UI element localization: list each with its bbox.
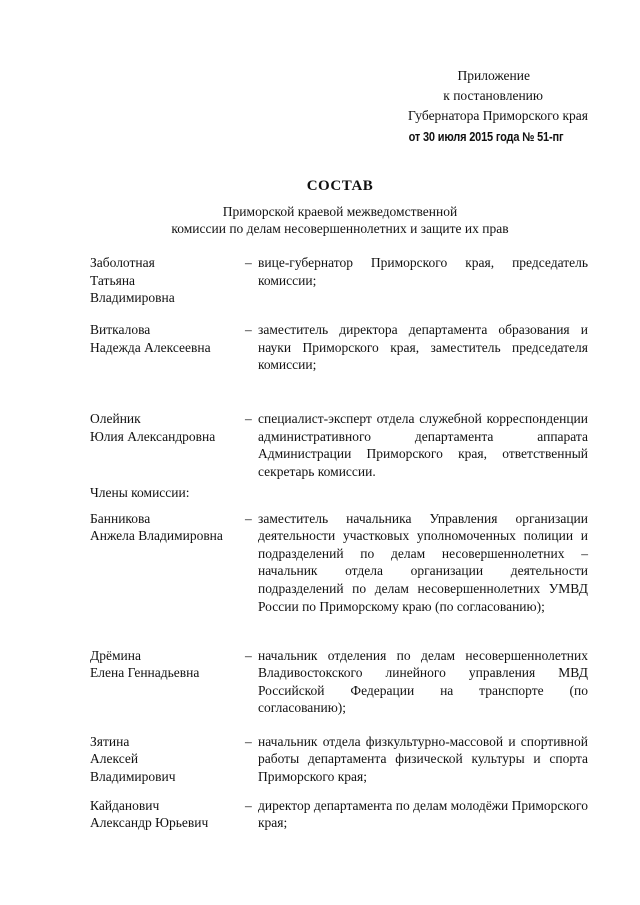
person-name: Кайданович Александр Юрьевич [90,797,209,831]
roster-entry [90,321,588,399]
person-role: начальник отделения по делам несовершеннолетних Владивостокского линейного управления МВД Российской Федерации на транспорте (по согласованию); [258,647,588,716]
roster-entry [90,647,588,719]
person-role: начальник отдела физкультурно-массовой и спортивной работы департамента физической культуры и спорта Приморского края; [258,733,588,784]
decree-date-stamp: от 30 июля 2015 года № 51-пг [408,130,564,144]
roster-entry [90,254,588,305]
appendix-line-2: Губернатора Приморского края [408,108,588,123]
commission-roster [90,254,588,833]
subtitle-line-1: Приморской краевой межведомственной [222,204,458,219]
document-subtitle [0,203,640,237]
person-name: Дрёмина Елена Геннадьевна [90,647,200,681]
person-name: Виткалова Надежда Алексеевна [90,322,211,355]
person-name: Олейник Юлия Александровна [90,411,216,444]
person-role: заместитель начальника Управления организации деятельности участковых уполномоченных полиции и подразделений по делам несовершеннолетних – начальник отдела организации деятельности подразделений по делам несовершеннолетних УМВД России по Приморскому краю (по согласованию); [258,510,588,614]
dash-separator: – [245,733,252,749]
roster-entry [90,797,588,833]
person-role: специалист-эксперт отдела служебной корреспонденции административного департамента аппарата Администрации Приморского края, ответственный секретарь комиссии. [258,411,588,479]
appendix-line-1: к постановлению [443,88,543,103]
person-role: заместитель директора департамента образования и науки Приморского края, заместитель председателя комиссии; [258,322,588,373]
person-role: вице-губернатор Приморского края, председатель комиссии; [258,255,588,288]
person-name: Зятина Алексей Владимирович [90,733,176,784]
appendix-title: Приложение [457,68,530,83]
members-section-label: Члены комиссии: [90,485,190,500]
roster-entry [90,510,588,634]
dash-separator: – [245,411,252,426]
roster-entry [90,733,588,787]
person-name: Заболотная Татьяна Владимировна [90,255,175,306]
document-title: СОСТАВ [306,178,374,194]
subtitle-line-2: комиссии по делам несовершеннолетних и защите их прав [171,221,509,236]
dash-separator: – [245,647,252,663]
person-name: Банникова Анжела Владимировна [90,510,223,544]
dash-separator: – [245,797,252,813]
person-role: директор департамента по делам молодёжи Приморского края; [258,797,588,831]
appendix-block [378,66,588,147]
roster-entry [90,410,588,482]
dash-separator: – [245,510,252,526]
dash-separator: – [245,322,252,337]
dash-separator: – [245,255,252,270]
